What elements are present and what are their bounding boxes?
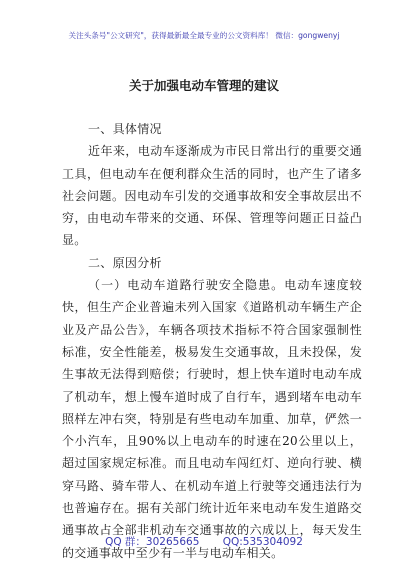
document-body: [62, 118, 362, 564]
paragraph-analysis-safety: （一）电动车道路行驶安全隐患。电动车速度较快，但生产企业普遍未列入国家《道路机动车辆生产企业及产品公告》，车辆各项技术指标不符合国家强制性标准，安全性能差，极易发生交通事故，且未投保，发生事故无法得到赔偿；行驶时，想上快车道时电动车成了机动车，想上慢车道时成了自行车，遇到堵车电动车照样左冲右突，特别是有些电动车加重、加草，俨然一个小汽车，且90%以上电动车的时速在20公里以上，超过国家规定标准。而且电动车闯红灯、逆向行驶、横穿马路、骑车带人、在机动车道上行驶等交通违法行为也普遍存在。据有关部门统计近年来电动车发生道路交通事故占全部非机动车交通事故的六成以上，每天发生的交通事故中至少有一半与电动车相关。: [62, 278, 362, 560]
document-title: 关于加强电动车管理的建议: [128, 78, 279, 93]
footer: [0, 534, 408, 549]
footer-qq: QQ:535304092: [222, 536, 303, 548]
footer-qq-group: QQ 群：30265665: [105, 536, 200, 548]
header-note: 关注头条号"公文研究"，获得最新最全最专业的公文资料库！ 微信：gongwenyj: [68, 31, 340, 40]
section-heading-analysis: 二、原因分析: [88, 255, 162, 270]
section-heading-specifics: 一、具体情况: [88, 122, 162, 136]
paragraph-specifics: 近年来，电动车逐渐成为市民日常出行的重要交通工具，但电动车在便利群众生活的同时，也产生了诸多社会问题。因电动车引发的交通事故和安全事故层出不穷，由电动车带来的交通、环保、管理等问题正日益凸显。: [62, 144, 362, 248]
